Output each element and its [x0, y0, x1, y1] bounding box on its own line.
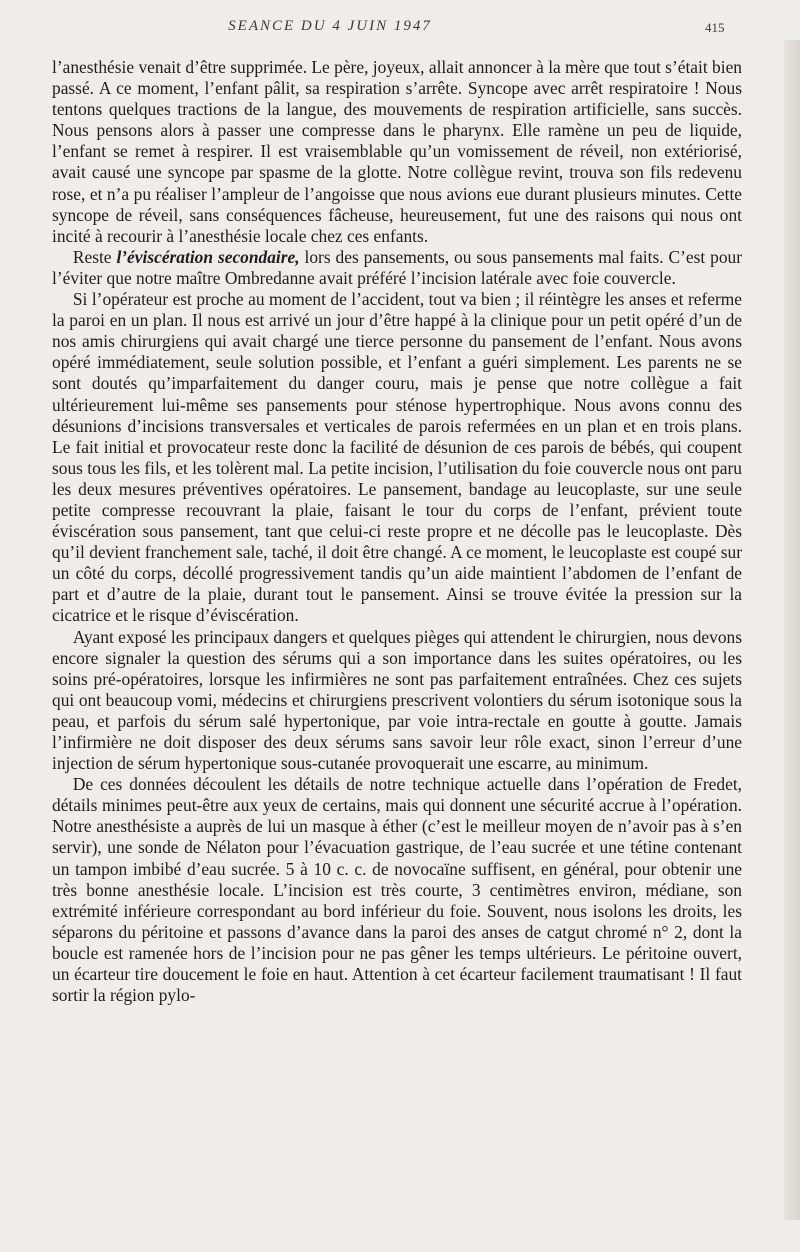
paragraph: l’anesthésie venait d’être supprimée. Le père, joyeux, allait annoncer à la mère que tout s’était bien passé. A ce moment, l’enfant pâlit, sa respiration s’arrête. Syncope avec arrêt respiratoire ! Nous tentons quelques tractions de la langue, des mouvements de respiration artificielle, sans succès. Nous pensons alors à passer une compresse dans le pharynx. Elle ramène un peu de liquide, l’enfant se remet à respirer. Il est vraisemblable qu’un vomissement de réveil, non extériorisé, avait causé une syncope par spasme de la glotte. Notre collègue revint, trouva son fils redevenu rose, et n’a pu réaliser l’ampleur de l’angoisse que nous avions eue durant plusieurs minutes. Cette syncope de réveil, sans conséquences fâcheuse, heureusement, fut une des raisons qui nous ont incité à recourir à l’anesthésie locale chez ces enfants.	[52, 57, 742, 246]
running-header: SEANCE DU 4 JUIN 1947	[228, 18, 432, 34]
paragraph: De ces données découlent les détails de notre technique actuelle dans l’opération de Fredet, détails minimes peut-être aux yeux de certains, mais qui donnent une sécurité accrue à l’opération. Notre anesthésiste a auprès de lui un masque à éther (c’est le meilleur moyen de n’avoir pas à s’en servir), une sonde de Nélaton pour l’évacuation gastrique, de l’eau sucrée et une tétine contenant un tampon imbibé d’eau sucrée. 5 à 10 c. c. de novocaïne suffisent, en général, pour obtenir une très bonne anesthésie locale. L’incision est très courte, 3 centimètres environ, médiane, son extrémité inférieure correspondant au bord inférieur du foie. Souvent, nous isolons les droits, les séparons du péritoine et passons d’avance dans la paroi des anses de catgut chromé n° 2, dont la boucle est ramenée hors de l’incision pour ne pas gêner les temps ultérieurs. Le péritoine ouvert, un écarteur tire doucement le foie en haut. Attention à cet écarteur facilement traumatisant ! Il faut sortir la région pylo-	[52, 774, 742, 1006]
paragraph-text: lors des pansements, ou sous pansements mal faits. C’est pour l’éviter que notre maître Ombredanne avait préféré l’incision latérale avec foie couvercle.	[52, 246, 742, 288]
paragraph	[52, 247, 742, 289]
facing-page-edge	[784, 40, 800, 1220]
emphasized-term: l’éviscération secondaire,	[116, 246, 300, 267]
page-number: 415	[705, 20, 725, 35]
paragraph: Ayant exposé les principaux dangers et quelques pièges qui attendent le chirurgien, nous devons encore signaler la question des sérums qui a son importance dans les suites opératoires, ou les soins pré-opératoires, lorsque les infirmières ne sont pas parfaitement entraînées. Chez ces sujets qui ont beaucoup vomi, médecins et chirurgiens prescrivent volontiers du sérum isotonique sous la peau, et parfois du sérum salé hypertonique, par voie intra-rectale en goutte à goutte. Jamais l’infirmière ne doit disposer des deux sérums sans savoir leur rôle exact, sinon l’erreur d’une injection de sérum hypertonique sous-cutanée provoquerait une escarre, au minimum.	[52, 626, 742, 774]
paragraph-prefix: Reste	[72, 246, 117, 267]
paragraph: Si l’opérateur est proche au moment de l’accident, tout va bien ; il réintègre les anses et referme la paroi en un plan. Il nous est arrivé un jour d’être happé à la clinique pour un petit opéré d’un de nos amis chirurgiens qui avait chargé une tierce personne du pansement de l’enfant. Nous avons opéré immédiatement, seule solution possible, et l’enfant a guéri simplement. Les parents ne se sont doutés qu’imparfaitement du danger couru, mais je pense que notre collègue a fait ultérieurement lui-même ses pansements pour sténose hypertrophique. Nous avons connu des désunions d’incisions transversales et verticales de parois refermées en un plan et en trois plans. Le fait initial et provocateur reste donc la facilité de désunion de ces parois de bébés, qui coupent sous tous les fils, et les tolèrent mal. La petite incision, l’utilisation du foie couvercle nous ont paru les deux mesures préventives opératoires. Le pansement, bandage au leucoplaste, sur une seule petite compresse recouvrant la plaie, faisant le tour du corps de l’enfant, prévient toute éviscération sous pansement, tant que celui-ci reste propre et ne décolle pas le leucoplaste. Dès qu’il devient franchement sale, taché, il doit être changé. A ce moment, le leucoplaste est coupé sur un côté du corps, décollé progressivement tandis qu’un aide maintient l’abdomen de l’enfant de part et d’autre de la plaie, durant tout le pansement. Ainsi se trouve évitée la pression sur la cicatrice et le risque d’éviscération.	[52, 289, 742, 626]
body-text	[52, 57, 742, 1006]
